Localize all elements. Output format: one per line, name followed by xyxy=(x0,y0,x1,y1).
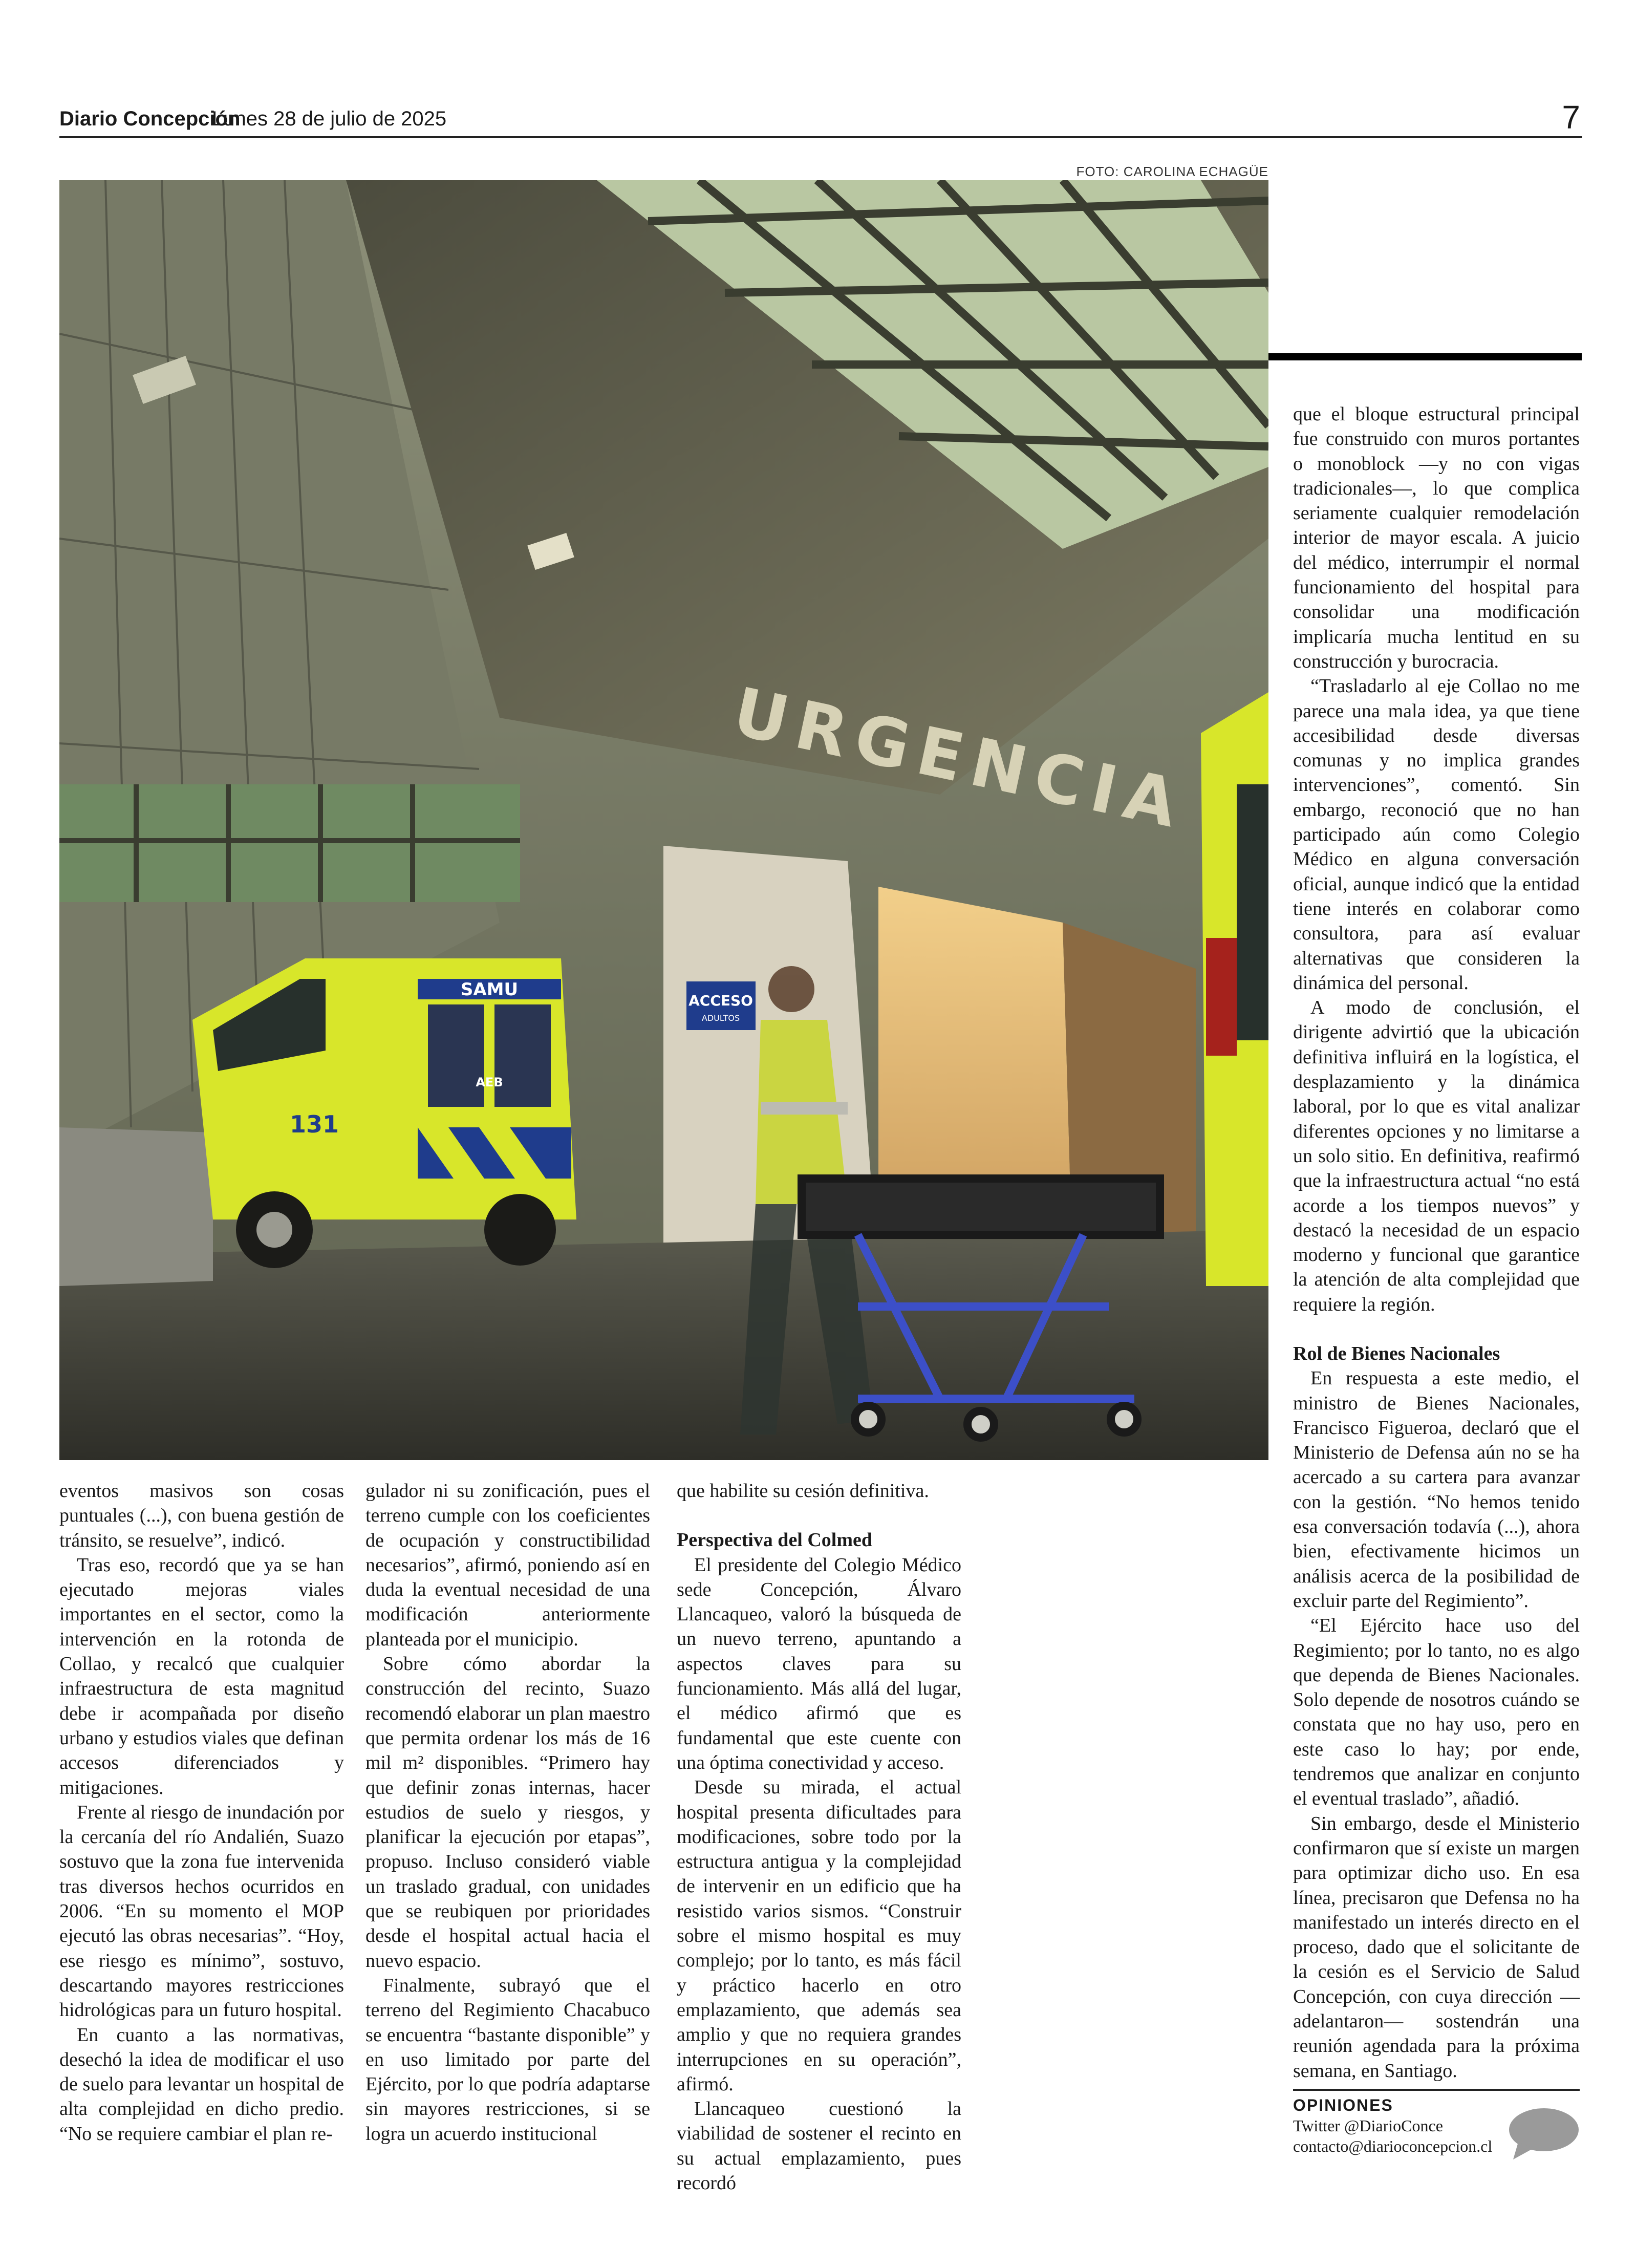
newspaper-name: Diario Concepción xyxy=(59,108,241,130)
opiniones-box xyxy=(1293,2089,1580,2156)
article-photo xyxy=(59,180,1268,1460)
article-column-2 xyxy=(365,1479,650,2146)
paragraph: gulador ni su zonificación, pues el terreno cumple con los coeficientes de ocupación y constructibilidad necesarios”, afirmó, poniendo así en duda la eventual necesidad de una modificación anteriormente planteada por el municipio. xyxy=(365,1480,650,1650)
subheading-colmed: Perspectiva del Colmed xyxy=(677,1529,873,1551)
section-rule xyxy=(1268,353,1582,360)
paragraph: En respuesta a este medio, el ministro de Bienes Nacionales, Francisco Figueroa, declaró que el Ministerio de Defensa aún no se ha acercado a su cartera para avanzar con la gestión. “No hemos tenido esa conversación todavía (...), ahora bien, efectivamente hicimos un análisis acerca de la posibilidad de excluir parte del Regimiento”. xyxy=(1293,1367,1580,1612)
paragraph: “Trasladarlo al eje Collao no me parece una mala idea, ya que tiene accesibilidad desde diversas comunas y no implica grandes intervenciones”, comentó. Sin embargo, reconoció que no han participado aún como Colegio Médico en alguna conversación oficial, aunque indicó que la entidad tiene interés en colaborar como consultora, para así evaluar alternativas que consideren la dinámica del personal. xyxy=(1293,675,1580,994)
svg-text:ADULTOS: ADULTOS xyxy=(701,1013,740,1023)
paragraph: eventos masivos son cosas puntuales (...), con buena gestión de tránsito, se resuelve”, indicó. xyxy=(59,1480,344,1551)
spacer xyxy=(677,1503,961,1528)
article-column-3 xyxy=(677,1479,961,2195)
paragraph: que el bloque estructural principal fue construido con muros portantes o monoblock —y no con vigas tradicionales—, lo que complica seriamente cualquier remodelación interior de mayor escala. A juicio del médico, interrumpir el normal funcionamiento del hospital para consolidar una modificación implicaría mucha lentitud en su construcción y burocracia. xyxy=(1293,403,1580,672)
paragraph: A modo de conclusión, el dirigente advirtió que la ubicación definitiva influirá en la logística, el desplazamiento y la dinámica laboral, por lo que es vital analizar diferentes opciones y no limitarse a un solo sitio. En definitiva, reafirmó que la infraestructura actual “no está acorde a los tiempos nuevos” y destacó la necesidad de un espacio moderno y funcional que garantice la atención de alta complejidad que requiere la región. xyxy=(1293,997,1580,1315)
paragraph: Frente al riesgo de inundación por la cercanía del río Andalién, Suazo sostuvo que la zona fue intervenida tras diversos hechos ocurridos en 2006. “En su momento el MOP ejecutó las obras necesarias”. “Hoy, ese riesgo es mínimo”, sostuvo, descartando mayores restricciones hidrológicas para un futuro hospital. xyxy=(59,1801,344,2021)
paragraph: Tras eso, recordó que ya se han ejecutado mejoras viales importantes en el sector, como la intervención en la rotonda de Collao, y recalcó que cualquier infraestructura de esta magnitud debe ir acompañada por diseño urbano y estudios viales que definan accesos diferenciados y mitigaciones. xyxy=(59,1554,344,1799)
paragraph: El presidente del Colegio Médico sede Concepción, Álvaro Llancaqueo, valoró la búsqueda de un nuevo terreno, apuntando a aspectos claves para su funcionamiento. Más allá del lugar, el médico afirmó que es fundamental que este cuente con una óptima conectividad y acceso. xyxy=(677,1554,961,1773)
page-number: 7 xyxy=(1562,99,1580,136)
ambulance-number: 131 xyxy=(290,1110,339,1138)
paragraph: Finalmente, subrayó que el terreno del Regimiento Chacabuco se encuentra “bastante disponible” y en uso limitado por parte del Ejército, por lo que podría adaptarse sin mayores restricciones, si se logra un acuerdo institucional xyxy=(365,1974,650,2145)
paragraph: Sobre cómo abordar la construcción del recinto, Suazo recomendó elaborar un plan maestro que permita ordenar los más de 16 mil m² disponibles. “Primero hay que definir zonas internas, hacer estudios de suelo y riesgos, y planificar la ejecución por etapas”, propuso. Incluso consideró viable un traslado gradual, con unidades que se reubiquen por prioridades desde el hospital actual hacia el nuevo espacio. xyxy=(365,1653,650,1972)
paragraph: Llancaqueo cuestionó la viabilidad de sostener el recinto en su actual emplazamiento, pues recordó xyxy=(677,2098,961,2194)
ambulance-right xyxy=(1201,692,1268,1286)
paragraph: Sin embargo, desde el Ministerio confirmaron que sí existe un margen para optimizar dicho uso. En esa línea, precisaron que Defensa no ha manifestado un interés directo en el proceso, dado que el solicitante de la cesión es el Servicio de Salud Concepción, con cuya dirección —adelantaron— sostendrán una reunión agendada para la próxima semana, en Santiago. xyxy=(1293,1812,1580,2082)
paragraph: Desde su mirada, el actual hospital presenta dificultades para modificaciones, sobre todo por la estructura antigua y la complejidad de intervenir en un edificio que ha resistido varios sismos. “Construir sobre el mismo hospital es muy complejo; por lo tanto, es más fácil y práctico hacerlo en otro emplazamiento, que además sea amplio y que no requiera grandes interrupciones en su operación”, afirmó. xyxy=(677,1777,961,2095)
article-column-4 xyxy=(1293,402,1580,2083)
opiniones-title: OPINIONES xyxy=(1293,2096,1393,2114)
twitter-handle[interactable]: Twitter @DiarioConce xyxy=(1293,2116,1443,2135)
spacer xyxy=(1293,1317,1580,1341)
contact-email[interactable]: contacto@diarioconcepcion.cl xyxy=(1293,2137,1493,2155)
masthead xyxy=(59,99,1582,138)
speech-bubble-icon xyxy=(1503,2106,1580,2160)
paragraph: En cuanto a las normativas, desechó la idea de modificar el uso de suelo para levantar un hospital de alta complejidad en dicho predio. “No se requiere cambiar el plan re- xyxy=(59,2024,344,2145)
subheading-bienes-nacionales: Rol de Bienes Nacionales xyxy=(1293,1342,1500,1364)
issue-date: Lunes 28 de julio de 2025 xyxy=(212,108,447,130)
urgencia-sign: URGENCIA xyxy=(726,672,1193,845)
samu-label: SAMU xyxy=(460,979,519,1000)
photo-credit: FOTO: CAROLINA ECHAGÜE xyxy=(1076,164,1268,179)
emergency-entrance-illustration xyxy=(59,180,1268,1460)
paragraph: “El Ejército hace uso del Regimiento; por lo tanto, no es algo que dependa de Bienes Nacionales. Solo depende de nosotros cuándo se constata que no hay uso, pero en este caso lo hay; por ende, tendremos que analizar en conjunto el eventual traslado”, añadió. xyxy=(1293,1615,1580,1810)
svg-text:AEB: AEB xyxy=(476,1075,503,1089)
paragraph: que habilite su cesión definitiva. xyxy=(677,1480,929,1502)
article-column-1 xyxy=(59,1479,344,2146)
acceso-sign: ACCESO xyxy=(688,992,753,1009)
